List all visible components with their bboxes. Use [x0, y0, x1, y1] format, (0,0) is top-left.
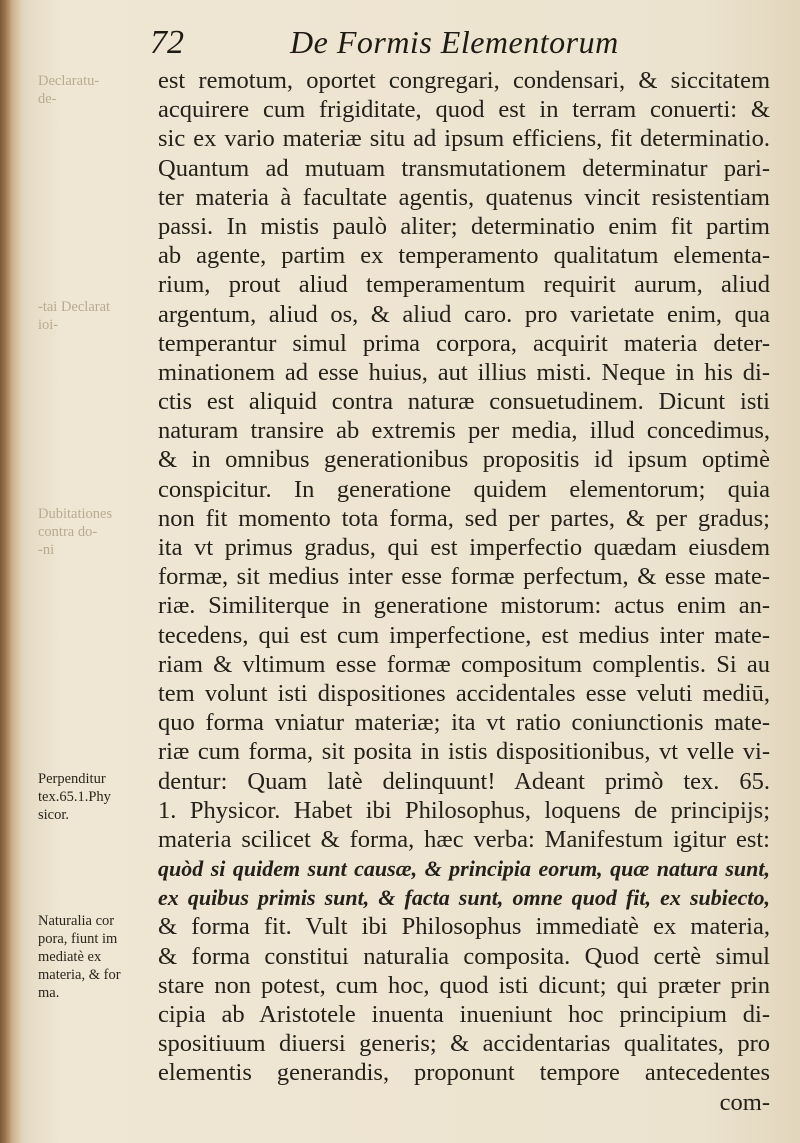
- book-spine: [0, 0, 22, 1143]
- text-line: & forma fit. Vult ibi Philosophus immediatè ex materia,: [158, 913, 770, 941]
- text-line: conspicitur. In generatione quidem elementorum; quia: [158, 475, 770, 503]
- text-line: temperantur simul prima corpora, acquirit materia deter-: [158, 329, 770, 357]
- text-line: stare non potest, cum hoc, quod isti dicunt; qui præter prin: [158, 971, 770, 999]
- page-number: 72: [150, 24, 184, 61]
- text-line: ab agente, partim ex temperamento qualitatum elementa-: [158, 242, 770, 270]
- text-line: & forma constitui naturalia composita. Quod certè simul: [158, 942, 770, 970]
- text-line: tecedens, qui est cum imperfectione, est medius inter mate-: [158, 621, 770, 649]
- marginal-note-naturalia: Naturalia cor pora, fiunt im mediatè ex materia, & for ma.: [38, 913, 121, 1001]
- text-line: elementis generandis, proponunt tempore antecedentes: [158, 1059, 770, 1087]
- text-line: riam & vltimum esse formæ compositum complentis. Si au: [158, 650, 770, 678]
- text-line: ter materia à facultate agentis, quatenus vincit resistentiam: [158, 183, 770, 211]
- text-line: materia scilicet & forma, hæc verba: Manifestum igitur est:: [158, 825, 770, 853]
- text-line: spositiuum diuersi generis; & accidentarias qualitates, pro: [158, 1030, 770, 1058]
- text-line: tem volunt isti dispositiones accidentales esse veluti mediū,: [158, 679, 770, 707]
- text-line: passi. In mistis paulò aliter; determinatio enim fit partim: [158, 212, 770, 240]
- text-line: naturam transire ab extremis per media, illud concedimus,: [158, 417, 770, 445]
- text-line: acquirere cum frigiditate, quod est in terram conuerti: &: [158, 96, 770, 124]
- catchword: com-: [719, 1088, 770, 1116]
- running-title: De Formis Elementorum: [290, 24, 619, 60]
- text-line: riæ cum forma, sit posita in istis dispositionibus, vt velle vi-: [158, 738, 770, 766]
- text-line: 1. Physicor. Habet ibi Philosophus, loquens de principijs;: [158, 796, 770, 824]
- text-line: non fit momento tota forma, sed per partes, & per gradus;: [158, 504, 770, 532]
- page-header: [150, 18, 770, 68]
- text-line: Quantum ad mutuam transmutationem determinatur pari-: [158, 154, 770, 182]
- faded-marginal-note: -tai Declarat ioi-: [38, 299, 111, 333]
- text-line: formæ, sit medius inter esse formæ perfectum, & esse mate-: [158, 563, 770, 591]
- text-line: quo forma vniatur materiæ; ita vt ratio coniunctionis mate-: [158, 709, 770, 737]
- text-line-italic: ex quibus primis sunt, & facta sunt, omne quod fit, ex subiecto,: [158, 885, 770, 911]
- text-line: rium, prout aliud temperamentum requirit aurum, aliud: [158, 271, 770, 299]
- marginal-note-perpenditur: Perpenditur tex.65.1.Phy sicor.: [38, 771, 111, 823]
- text-line: cipia ab Aristotele inuenta inueniunt hoc principium di-: [158, 1001, 770, 1028]
- text-line-italic: quòd si quidem sunt causæ, & principia eorum, quæ natura sunt,: [158, 856, 770, 882]
- text-line: est remotum, oportet congregari, condensari, & siccitatem: [158, 67, 770, 94]
- text-line: riæ. Similiterque in generatione mistorum: actus enim an-: [158, 592, 770, 620]
- faded-marginal-note: Declaratu- de-: [38, 73, 100, 107]
- text-line: ctis est aliquid contra naturæ consuetudinem. Dicunt isti: [158, 388, 770, 416]
- text-line: argentum, aliud os, & aliud caro. pro varietate enim, qua: [158, 300, 770, 328]
- faded-marginal-note: Dubitationes contra do- -ni: [38, 506, 113, 558]
- text-line: minationem ad esse huius, aut illius misti. Neque in his di-: [158, 358, 770, 386]
- body-text: [158, 66, 770, 1117]
- text-line: dentur: Quam latè delinquunt! Adeant primò tex. 65.: [158, 767, 770, 795]
- text-line: ita vt primus gradus, qui est imperfectio quædam eiusdem: [158, 534, 770, 561]
- text-line: sic ex vario materiæ situ ad ipsum efficiens, fit determinatio.: [158, 125, 770, 153]
- text-line: & in omnibus generationibus propositis id ipsum optimè: [158, 446, 770, 474]
